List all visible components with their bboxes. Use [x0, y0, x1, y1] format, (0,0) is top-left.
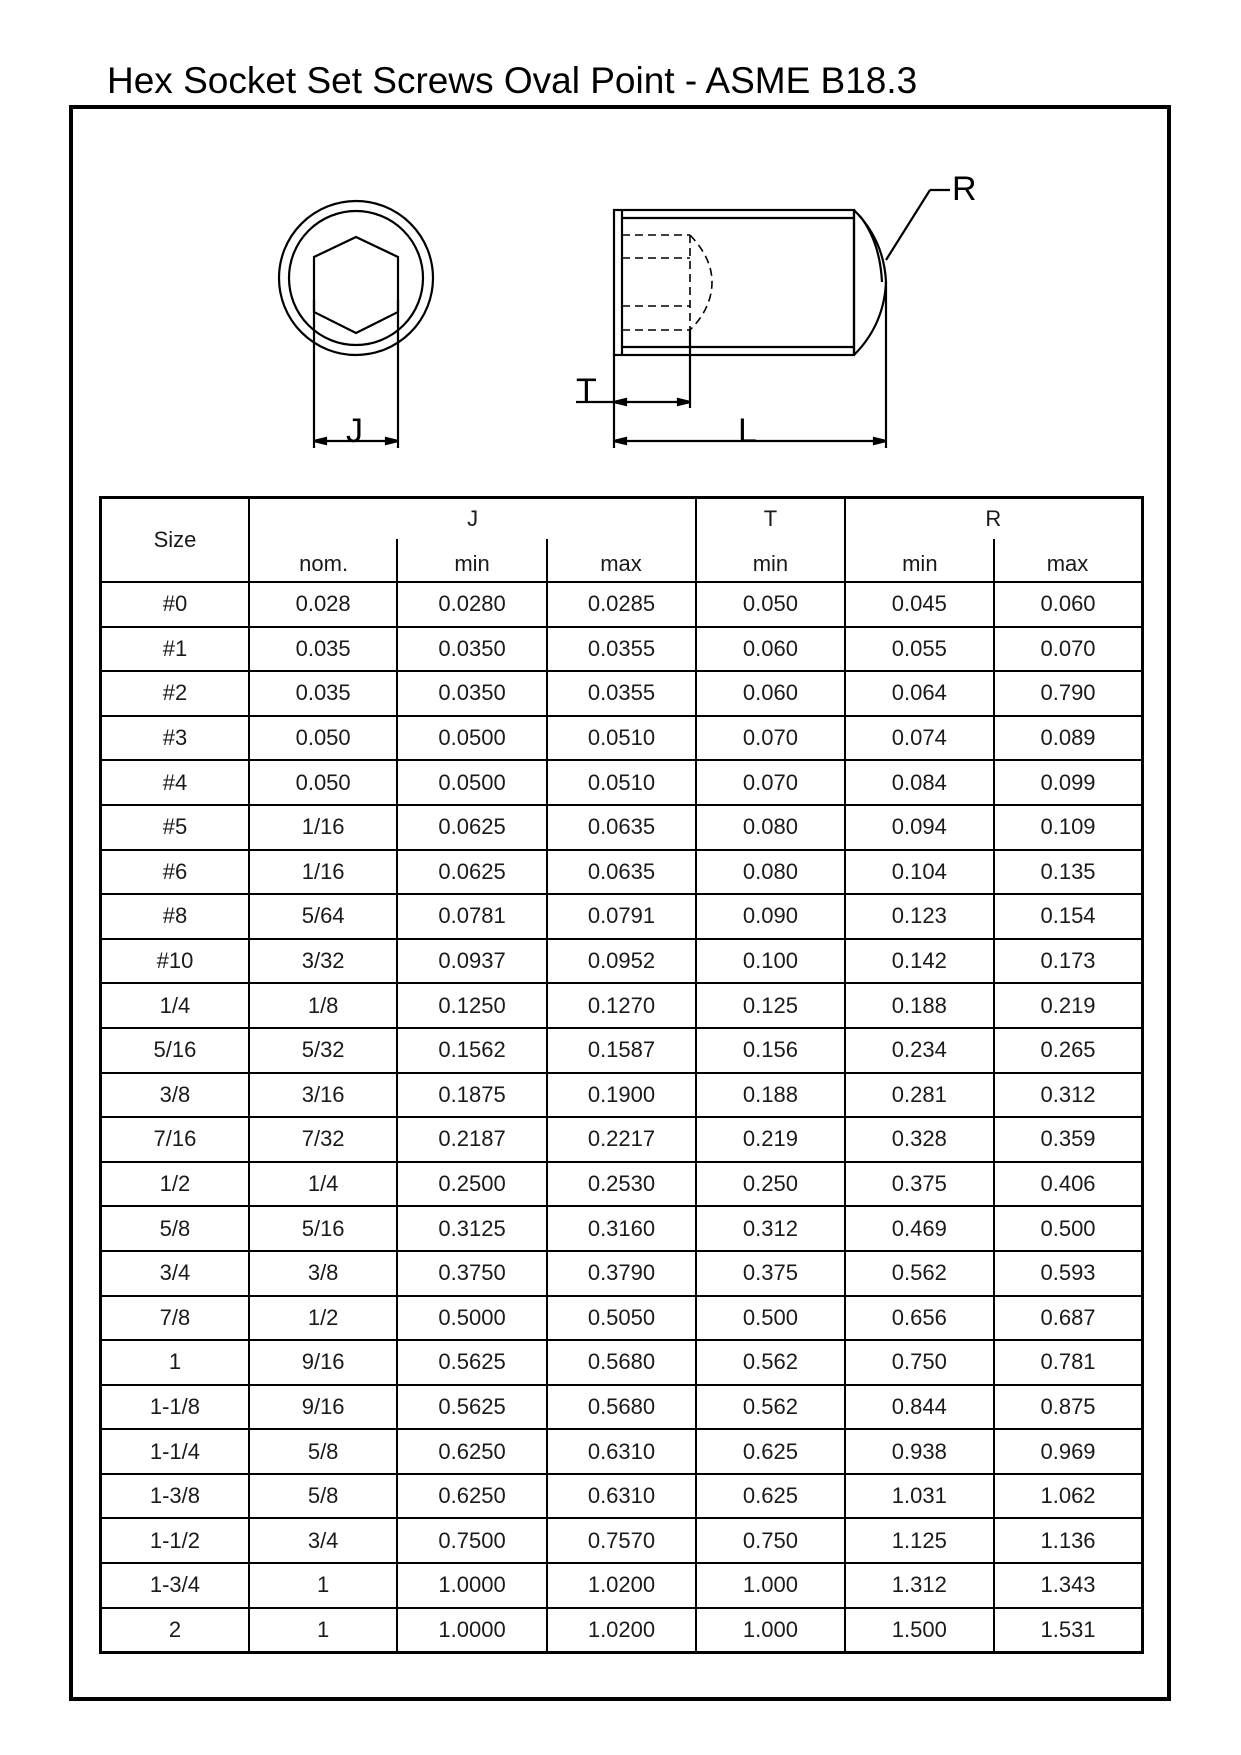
- r-min-cell: 0.084: [845, 760, 994, 805]
- j-max-cell: 0.6310: [547, 1474, 696, 1519]
- j-min-cell: 0.5625: [397, 1340, 546, 1385]
- size-cell: #2: [101, 671, 249, 716]
- j-nom-cell: 9/16: [249, 1340, 397, 1385]
- t-min-cell: 0.100: [696, 939, 844, 984]
- j-max-cell: 0.0355: [547, 627, 696, 672]
- j-max-cell: 0.0791: [547, 894, 696, 939]
- j-max-cell: 0.0355: [547, 671, 696, 716]
- size-cell: #6: [101, 850, 249, 895]
- technical-drawing: [0, 0, 1241, 480]
- r-min-cell: 0.844: [845, 1385, 994, 1430]
- size-cell: 1/2: [101, 1162, 249, 1207]
- r-max-cell: 0.312: [994, 1073, 1142, 1118]
- table-row: [101, 760, 1143, 805]
- table-row: [101, 671, 1143, 716]
- r-max-cell: 0.593: [994, 1251, 1142, 1296]
- size-cell: 1-3/4: [101, 1563, 249, 1608]
- j-min-cell: 0.0625: [397, 805, 546, 850]
- r-min-cell: 1.125: [845, 1518, 994, 1563]
- r-max-cell: 0.060: [994, 582, 1142, 627]
- size-cell: #5: [101, 805, 249, 850]
- j-group-header: J: [249, 498, 696, 540]
- size-cell: 3/8: [101, 1073, 249, 1118]
- size-cell: #1: [101, 627, 249, 672]
- j-min-cell: 0.2500: [397, 1162, 546, 1207]
- j-max-cell: 1.0200: [547, 1563, 696, 1608]
- j-max-cell: 0.0952: [547, 939, 696, 984]
- table-row: [101, 894, 1143, 939]
- r-max-cell: 0.790: [994, 671, 1142, 716]
- j-nom-cell: 5/32: [249, 1028, 397, 1073]
- j-nom-cell: 7/32: [249, 1117, 397, 1162]
- j-min-cell: 0.0350: [397, 627, 546, 672]
- r-max-cell: 1.343: [994, 1563, 1142, 1608]
- size-cell: 1-1/2: [101, 1518, 249, 1563]
- j-min-cell: 0.3125: [397, 1206, 546, 1251]
- j-min-cell: 0.0625: [397, 850, 546, 895]
- r-max-cell: 0.109: [994, 805, 1142, 850]
- t-min-cell: 1.000: [696, 1608, 844, 1653]
- j-nom-header: nom.: [249, 539, 397, 582]
- r-min-cell: 1.312: [845, 1563, 994, 1608]
- j-nom-cell: 1/16: [249, 850, 397, 895]
- t-min-cell: 0.070: [696, 760, 844, 805]
- r-min-cell: 0.142: [845, 939, 994, 984]
- r-max-cell: 0.500: [994, 1206, 1142, 1251]
- table-row: [101, 1518, 1143, 1563]
- r-max-cell: 0.070: [994, 627, 1142, 672]
- j-nom-cell: 1/4: [249, 1162, 397, 1207]
- table-row: [101, 1385, 1143, 1430]
- j-max-cell: 0.2217: [547, 1117, 696, 1162]
- j-nom-cell: 5/8: [249, 1429, 397, 1474]
- socket-depth-label: T: [576, 372, 597, 410]
- j-min-cell: 0.0937: [397, 939, 546, 984]
- j-min-cell: 0.6250: [397, 1474, 546, 1519]
- j-nom-cell: 0.035: [249, 671, 397, 716]
- j-max-cell: 0.0510: [547, 716, 696, 761]
- size-cell: 5/8: [101, 1206, 249, 1251]
- hex-size-label: J: [346, 412, 363, 450]
- size-cell: #10: [101, 939, 249, 984]
- t-min-cell: 0.188: [696, 1073, 844, 1118]
- j-min-cell: 0.7500: [397, 1518, 546, 1563]
- t-min-cell: 0.312: [696, 1206, 844, 1251]
- j-max-cell: 0.3160: [547, 1206, 696, 1251]
- t-min-cell: 0.250: [696, 1162, 844, 1207]
- size-cell: 5/16: [101, 1028, 249, 1073]
- r-max-cell: 0.687: [994, 1296, 1142, 1341]
- r-min-cell: 1.500: [845, 1608, 994, 1653]
- t-min-cell: 0.750: [696, 1518, 844, 1563]
- j-nom-cell: 5/16: [249, 1206, 397, 1251]
- j-max-cell: 0.2530: [547, 1162, 696, 1207]
- t-min-cell: 0.500: [696, 1296, 844, 1341]
- j-nom-cell: 9/16: [249, 1385, 397, 1430]
- size-header: Size: [101, 498, 249, 583]
- j-min-cell: 0.1562: [397, 1028, 546, 1073]
- screw-body: [614, 210, 854, 355]
- j-nom-cell: 1: [249, 1563, 397, 1608]
- size-cell: 1/4: [101, 983, 249, 1028]
- r-max-cell: 0.173: [994, 939, 1142, 984]
- t-min-cell: 0.060: [696, 627, 844, 672]
- j-max-cell: 0.1587: [547, 1028, 696, 1073]
- j-nom-cell: 1: [249, 1608, 397, 1653]
- t-min-cell: 0.060: [696, 671, 844, 716]
- j-nom-cell: 0.050: [249, 716, 397, 761]
- size-cell: 1-1/8: [101, 1385, 249, 1430]
- size-cell: 1-1/4: [101, 1429, 249, 1474]
- j-nom-cell: 3/4: [249, 1518, 397, 1563]
- r-max-cell: 0.089: [994, 716, 1142, 761]
- table-row: [101, 1340, 1143, 1385]
- r-group-header: R: [845, 498, 1143, 540]
- t-min-cell: 0.219: [696, 1117, 844, 1162]
- table-row: [101, 1073, 1143, 1118]
- size-cell: 2: [101, 1608, 249, 1653]
- r-max-cell: 0.265: [994, 1028, 1142, 1073]
- j-max-cell: 0.0635: [547, 805, 696, 850]
- t-min-cell: 1.000: [696, 1563, 844, 1608]
- j-min-cell: 0.3750: [397, 1251, 546, 1296]
- j-min-cell: 0.5625: [397, 1385, 546, 1430]
- j-max-cell: 1.0200: [547, 1608, 696, 1653]
- j-min-cell: 0.1250: [397, 983, 546, 1028]
- hex-socket-icon: [314, 237, 398, 333]
- j-nom-cell: 0.028: [249, 582, 397, 627]
- r-min-cell: 0.094: [845, 805, 994, 850]
- r-max-cell: 1.136: [994, 1518, 1142, 1563]
- t-min-cell: 0.125: [696, 983, 844, 1028]
- t-group-header: T: [696, 498, 844, 540]
- t-min-cell: 0.562: [696, 1340, 844, 1385]
- r-max-cell: 0.359: [994, 1117, 1142, 1162]
- j-max-cell: 0.7570: [547, 1518, 696, 1563]
- r-max-header: max: [994, 539, 1142, 582]
- j-max-cell: 0.5050: [547, 1296, 696, 1341]
- j-min-cell: 1.0000: [397, 1608, 546, 1653]
- r-min-header: min: [845, 539, 994, 582]
- size-cell: 3/4: [101, 1251, 249, 1296]
- t-min-cell: 0.562: [696, 1385, 844, 1430]
- r-min-cell: 0.064: [845, 671, 994, 716]
- table-row: [101, 1117, 1143, 1162]
- r-min-cell: 0.074: [845, 716, 994, 761]
- t-min-cell: 0.050: [696, 582, 844, 627]
- table-row: [101, 1608, 1143, 1653]
- j-min-cell: 0.0781: [397, 894, 546, 939]
- j-nom-cell: 1/8: [249, 983, 397, 1028]
- r-min-cell: 0.375: [845, 1162, 994, 1207]
- j-min-cell: 0.0350: [397, 671, 546, 716]
- r-min-cell: 0.234: [845, 1028, 994, 1073]
- table-row: [101, 1296, 1143, 1341]
- r-min-cell: 0.562: [845, 1251, 994, 1296]
- r-min-cell: 0.328: [845, 1117, 994, 1162]
- r-max-cell: 1.531: [994, 1608, 1142, 1653]
- table-row: [101, 716, 1143, 761]
- table-row: [101, 805, 1143, 850]
- j-nom-cell: 1/2: [249, 1296, 397, 1341]
- table-row: [101, 1206, 1143, 1251]
- table-row: [101, 1429, 1143, 1474]
- r-min-cell: 1.031: [845, 1474, 994, 1519]
- r-max-cell: 0.099: [994, 760, 1142, 805]
- j-nom-cell: 0.050: [249, 760, 397, 805]
- j-nom-cell: 0.035: [249, 627, 397, 672]
- j-max-cell: 0.1270: [547, 983, 696, 1028]
- t-min-cell: 0.375: [696, 1251, 844, 1296]
- j-max-cell: 0.3790: [547, 1251, 696, 1296]
- t-min-cell: 0.625: [696, 1474, 844, 1519]
- j-nom-cell: 5/8: [249, 1474, 397, 1519]
- j-min-cell: 1.0000: [397, 1563, 546, 1608]
- r-max-cell: 0.154: [994, 894, 1142, 939]
- j-max-cell: 0.5680: [547, 1340, 696, 1385]
- j-nom-cell: 3/32: [249, 939, 397, 984]
- j-min-cell: 0.2187: [397, 1117, 546, 1162]
- r-min-cell: 0.938: [845, 1429, 994, 1474]
- size-cell: 1-3/8: [101, 1474, 249, 1519]
- j-nom-cell: 3/8: [249, 1251, 397, 1296]
- r-max-cell: 1.062: [994, 1474, 1142, 1519]
- j-min-cell: 0.0280: [397, 582, 546, 627]
- t-min-cell: 0.080: [696, 805, 844, 850]
- j-max-header: max: [547, 539, 696, 582]
- j-max-cell: 0.5680: [547, 1385, 696, 1430]
- table-row: [101, 983, 1143, 1028]
- size-cell: #8: [101, 894, 249, 939]
- r-max-cell: 0.875: [994, 1385, 1142, 1430]
- j-max-cell: 0.6310: [547, 1429, 696, 1474]
- j-min-cell: 0.1875: [397, 1073, 546, 1118]
- r-min-cell: 0.469: [845, 1206, 994, 1251]
- table-row: [101, 1474, 1143, 1519]
- table-row: [101, 1162, 1143, 1207]
- j-min-header: min: [397, 539, 546, 582]
- r-max-cell: 0.969: [994, 1429, 1142, 1474]
- t-min-cell: 0.625: [696, 1429, 844, 1474]
- t-min-cell: 0.070: [696, 716, 844, 761]
- j-max-cell: 0.0510: [547, 760, 696, 805]
- size-cell: #0: [101, 582, 249, 627]
- r-max-cell: 0.135: [994, 850, 1142, 895]
- table-row: [101, 939, 1143, 984]
- t-min-header: min: [696, 539, 844, 582]
- table-row: [101, 627, 1143, 672]
- j-min-cell: 0.5000: [397, 1296, 546, 1341]
- size-cell: 7/8: [101, 1296, 249, 1341]
- t-min-cell: 0.156: [696, 1028, 844, 1073]
- r-max-cell: 0.219: [994, 983, 1142, 1028]
- j-min-cell: 0.0500: [397, 716, 546, 761]
- r-min-cell: 0.750: [845, 1340, 994, 1385]
- r-min-cell: 0.188: [845, 983, 994, 1028]
- r-min-cell: 0.281: [845, 1073, 994, 1118]
- j-nom-cell: 1/16: [249, 805, 397, 850]
- size-cell: #3: [101, 716, 249, 761]
- t-min-cell: 0.090: [696, 894, 844, 939]
- table-row: [101, 1028, 1143, 1073]
- j-nom-cell: 5/64: [249, 894, 397, 939]
- length-label: L: [738, 412, 757, 450]
- j-nom-cell: 3/16: [249, 1073, 397, 1118]
- table-row: [101, 1251, 1143, 1296]
- radius-label: R: [952, 170, 977, 208]
- t-min-cell: 0.080: [696, 850, 844, 895]
- j-max-cell: 0.0285: [547, 582, 696, 627]
- r-min-cell: 0.656: [845, 1296, 994, 1341]
- j-min-cell: 0.6250: [397, 1429, 546, 1474]
- r-min-cell: 0.055: [845, 627, 994, 672]
- j-max-cell: 0.0635: [547, 850, 696, 895]
- end-view-inner-circle: [289, 211, 423, 345]
- r-max-cell: 0.406: [994, 1162, 1142, 1207]
- table-row: [101, 582, 1143, 627]
- r-min-cell: 0.123: [845, 894, 994, 939]
- size-cell: 7/16: [101, 1117, 249, 1162]
- j-max-cell: 0.1900: [547, 1073, 696, 1118]
- j-min-cell: 0.0500: [397, 760, 546, 805]
- size-cell: #4: [101, 760, 249, 805]
- table-row: [101, 850, 1143, 895]
- r-max-cell: 0.781: [994, 1340, 1142, 1385]
- table-row: [101, 1563, 1143, 1608]
- r-min-cell: 0.104: [845, 850, 994, 895]
- dimension-table: [99, 496, 1144, 1654]
- page-title: Hex Socket Set Screws Oval Point - ASME B18.3: [107, 60, 918, 101]
- size-cell: 1: [101, 1340, 249, 1385]
- r-min-cell: 0.045: [845, 582, 994, 627]
